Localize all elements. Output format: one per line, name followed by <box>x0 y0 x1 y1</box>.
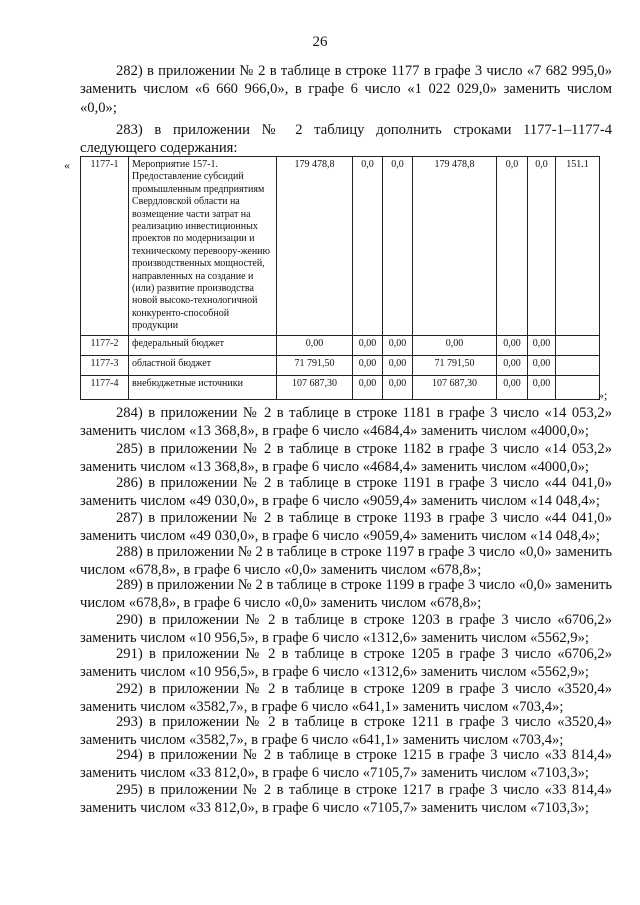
table-row <box>81 157 600 336</box>
paragraph-text: 290) в приложении № 2 в таблице в строке 1203 в графе 3 число «6706,2» заменить числом «10 956,5», в графе 6 число «1312,6» заменить числом «5562,9»; <box>80 612 612 647</box>
cell-col7: 0,00 <box>497 375 528 399</box>
cell-col3: 71 791,50 <box>277 355 353 375</box>
paragraph-293 <box>80 713 612 750</box>
cell-col3: 179 478,8 <box>277 157 353 336</box>
row-name: федеральный бюджет <box>129 335 277 355</box>
cell-col8: 0,00 <box>528 375 556 399</box>
paragraph-text: 287) в приложении № 2 в таблице в строке 1193 в графе 3 число «44 041,0» заменить числом «49 030,0», в графе 6 число «9059,4» заменить числом «14 048,4»; <box>80 510 612 545</box>
paragraph-text: 292) в приложении № 2 в таблице в строке 1209 в графе 3 число «3520,4» заменить числом «3582,7», в графе 6 число «641,1» заменить числом «703,4»; <box>80 681 612 716</box>
cell-col4: 0,00 <box>353 355 383 375</box>
paragraph-text: 285) в приложении № 2 в таблице в строке 1182 в графе 3 число «14 053,2» заменить числом «13 368,8», в графе 6 число «4684,4» заменить числом «4000,0»; <box>80 441 612 476</box>
cell-col4: 0,00 <box>353 335 383 355</box>
row-name: областной бюджет <box>129 355 277 375</box>
paragraph-292 <box>80 680 612 717</box>
table-row <box>81 335 600 355</box>
paragraph-282 <box>80 62 612 117</box>
paragraph-text: 289) в приложении № 2 в таблице в строке 1199 в графе 3 число «0,0» заменить числом «678,8», в графе 6 число «0,0» заменить числом «678,8»; <box>80 577 612 612</box>
row-id: 1177-4 <box>81 375 129 399</box>
paragraph-289 <box>80 576 612 613</box>
paragraph-text: 283) в приложении № 2 таблицу дополнить строками 1177-1–1177-4 следующего содержания: <box>80 122 612 157</box>
paragraph-294 <box>80 746 612 783</box>
paragraph-291 <box>80 645 612 682</box>
cell-col6: 179 478,8 <box>413 157 497 336</box>
cell-col5: 0,00 <box>383 335 413 355</box>
cell-col3: 107 687,30 <box>277 375 353 399</box>
table-close-quote: »; <box>598 388 608 402</box>
table-open-quote: « <box>64 158 70 172</box>
cell-col4: 0,00 <box>353 375 383 399</box>
paragraph-text: 286) в приложении № 2 в таблице в строке 1191 в графе 3 число «44 041,0» заменить числом «49 030,0», в графе 6 число «9059,4» заменить числом «14 048,4»; <box>80 475 612 510</box>
paragraph-284 <box>80 404 612 441</box>
amendment-table <box>80 156 600 400</box>
paragraph-text: 291) в приложении № 2 в таблице в строке 1205 в графе 3 число «6706,2» заменить числом «10 956,5», в графе 6 число «1312,6» заменить числом «5562,9»; <box>80 646 612 681</box>
cell-col8: 0,00 <box>528 335 556 355</box>
paragraph-286 <box>80 474 612 511</box>
cell-col5: 0,0 <box>383 157 413 336</box>
cell-col5: 0,00 <box>383 375 413 399</box>
cell-col9 <box>556 355 600 375</box>
cell-col5: 0,00 <box>383 355 413 375</box>
row-name: Мероприятие 157-1. Предоставление субсидий промышленным предприятиям Свердловской области на возмещение части затрат на реализацию инвестиционных проектов по модернизации и техническому перевоору-жению производственных мощностей, направленных на создание и (или) развитие производства новой высоко-технологичной конкуренто-способной продукции <box>129 157 277 336</box>
table-row <box>81 375 600 399</box>
paragraph-285 <box>80 440 612 477</box>
cell-col9 <box>556 375 600 399</box>
paragraph-text: 288) в приложении № 2 в таблице в строке 1197 в графе 3 число «0,0» заменить числом «678,8», в графе 6 число «0,0» заменить числом «678,8»; <box>80 544 612 579</box>
paragraph-text: 295) в приложении № 2 в таблице в строке 1217 в графе 3 число «33 814,4» заменить числом «33 812,0», в графе 6 число «7105,7» заменить числом «7103,3»; <box>80 782 612 817</box>
row-id: 1177-3 <box>81 355 129 375</box>
cell-col4: 0,0 <box>353 157 383 336</box>
row-id: 1177-2 <box>81 335 129 355</box>
cell-col7: 0,00 <box>497 355 528 375</box>
paragraph-text: 282) в приложении № 2 в таблице в строке 1177 в графе 3 число «7 682 995,0» заменить числом «6 660 966,0», в графе 6 число «1 022 029,0» заменить числом «0,0»; <box>80 63 612 116</box>
page-number: 26 <box>312 34 328 50</box>
cell-col6: 71 791,50 <box>413 355 497 375</box>
row-id: 1177-1 <box>81 157 129 336</box>
cell-col8: 0,00 <box>528 355 556 375</box>
paragraph-287 <box>80 509 612 546</box>
cell-col7: 0,00 <box>497 335 528 355</box>
paragraph-290 <box>80 611 612 648</box>
paragraph-295 <box>80 781 612 818</box>
cell-col6: 107 687,30 <box>413 375 497 399</box>
cell-col7: 0,0 <box>497 157 528 336</box>
cell-col3: 0,00 <box>277 335 353 355</box>
paragraph-283 <box>80 121 612 158</box>
cell-col9 <box>556 335 600 355</box>
cell-col9: 151.1 <box>556 157 600 336</box>
paragraph-text: 294) в приложении № 2 в таблице в строке 1215 в графе 3 число «33 814,4» заменить числом «33 812,0», в графе 6 число «7105,7» заменить числом «7103,3»; <box>80 747 612 782</box>
row-name: внебюджетные источники <box>129 375 277 399</box>
paragraph-288 <box>80 543 612 580</box>
cell-col8: 0,0 <box>528 157 556 336</box>
paragraph-text: 293) в приложении № 2 в таблице в строке 1211 в графе 3 число «3520,4» заменить числом «3582,7», в графе 6 число «641,1» заменить числом «703,4»; <box>80 714 612 749</box>
paragraph-text: 284) в приложении № 2 в таблице в строке 1181 в графе 3 число «14 053,2» заменить числом «13 368,8», в графе 6 число «4684,4» заменить числом «4000,0»; <box>80 405 612 440</box>
cell-col6: 0,00 <box>413 335 497 355</box>
table-row <box>81 355 600 375</box>
